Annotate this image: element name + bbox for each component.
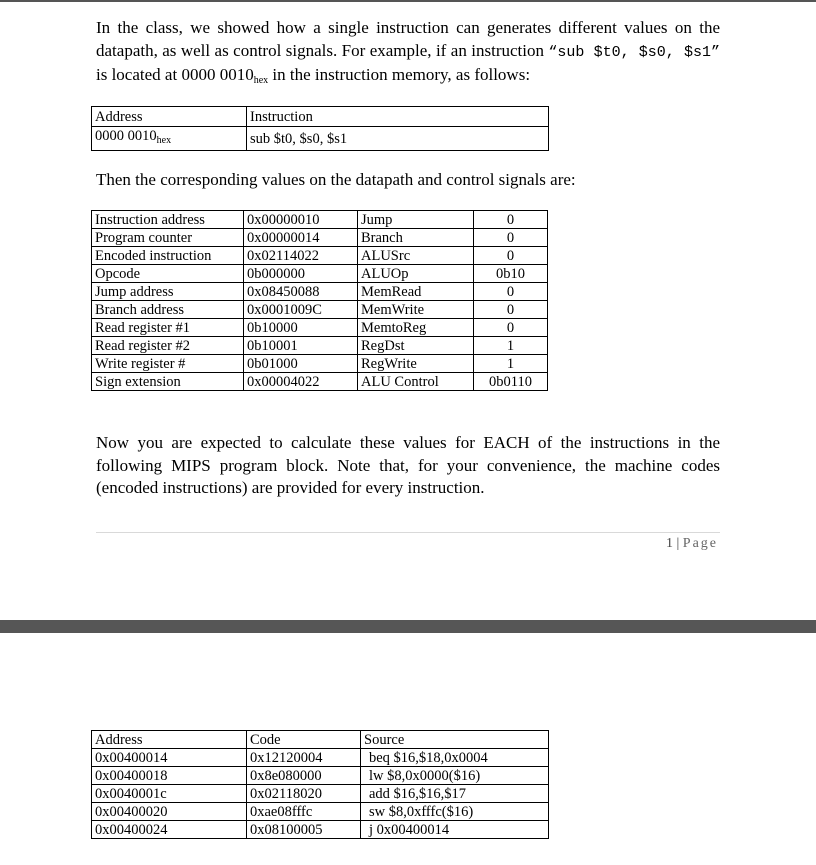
control-signal-name: ALU Control (358, 373, 474, 391)
table-row (92, 803, 549, 821)
intro-text-3: in the instruction memory, as follows: (268, 65, 531, 84)
datapath-label: Encoded instruction (92, 247, 244, 265)
datapath-label: Program counter (92, 229, 244, 247)
example-instruction: sub $t0, $s0, $s1 (247, 127, 549, 151)
datapath-value: 0b10001 (244, 337, 358, 355)
table-row (92, 247, 548, 265)
page-top-border (0, 0, 816, 2)
table-row (92, 821, 549, 839)
page-number-value: 1 (665, 536, 673, 551)
program-address: 0x00400018 (92, 767, 247, 785)
table-row (92, 283, 548, 301)
control-signal-value: 1 (474, 355, 548, 373)
table-row (92, 731, 549, 749)
control-signal-value: 0 (474, 247, 548, 265)
datapath-value: 0x08450088 (244, 283, 358, 301)
control-signal-value: 0b0110 (474, 373, 548, 391)
program-source: beq $16,$18,0x0004 (361, 749, 549, 767)
intro-paragraph (96, 17, 720, 93)
datapath-signals-table (91, 210, 548, 391)
table-row (92, 107, 549, 127)
datapath-label: Write register # (92, 355, 244, 373)
datapath-value: 0x00000014 (244, 229, 358, 247)
control-signal-value: 0 (474, 301, 548, 319)
table-row (92, 355, 548, 373)
control-signal-value: 0 (474, 283, 548, 301)
datapath-value: 0b01000 (244, 355, 358, 373)
control-signal-name: MemtoReg (358, 319, 474, 337)
control-signal-name: ALUSrc (358, 247, 474, 265)
table-row (92, 767, 549, 785)
datapath-value: 0x0001009C (244, 301, 358, 319)
program-code: 0x8e080000 (247, 767, 361, 785)
table-row (92, 229, 548, 247)
control-signal-value: 0 (474, 319, 548, 337)
header-instruction: Instruction (247, 107, 549, 127)
then-paragraph: Then the corresponding values on the datapath and control signals are: (96, 170, 576, 189)
datapath-value: 0x02114022 (244, 247, 358, 265)
datapath-value: 0b000000 (244, 265, 358, 283)
header-address: Address (92, 107, 247, 127)
table-row (92, 319, 548, 337)
program-source: lw $8,0x0000($16) (361, 767, 549, 785)
example-address-value: 0000 0010 (95, 128, 157, 144)
table-row (92, 749, 549, 767)
datapath-label: Instruction address (92, 211, 244, 229)
datapath-label: Opcode (92, 265, 244, 283)
header-address: Address (92, 731, 247, 749)
page-number-label: Page (682, 536, 718, 551)
program-address: 0x00400014 (92, 749, 247, 767)
control-signal-name: Branch (358, 229, 474, 247)
program-address: 0x00400020 (92, 803, 247, 821)
page-number-separator: | (672, 536, 683, 551)
program-code: 0x08100005 (247, 821, 361, 839)
intro-text-1: In the class, we showed how a single instruction can generates different values on the datapath, as well as control signals. For example, if an instruction (96, 18, 720, 60)
footer-rule (96, 532, 720, 533)
table-row (92, 211, 548, 229)
control-signal-name: Jump (358, 211, 474, 229)
program-address: 0x00400024 (92, 821, 247, 839)
program-code: 0xae08fffc (247, 803, 361, 821)
table-row (92, 785, 549, 803)
datapath-label: Sign extension (92, 373, 244, 391)
table-row (92, 301, 548, 319)
control-signal-name: RegWrite (358, 355, 474, 373)
mips-program-table (91, 730, 549, 839)
example-instruction-table (91, 106, 549, 151)
table-row (92, 373, 548, 391)
datapath-value: 0x00004022 (244, 373, 358, 391)
control-signal-name: RegDst (358, 337, 474, 355)
program-source: sw $8,0xfffc($16) (361, 803, 549, 821)
table-row (92, 265, 548, 283)
table-row (92, 127, 549, 151)
datapath-value: 0x00000010 (244, 211, 358, 229)
program-code: 0x12120004 (247, 749, 361, 767)
control-signal-value: 0 (474, 211, 548, 229)
datapath-value: 0b10000 (244, 319, 358, 337)
datapath-label: Branch address (92, 301, 244, 319)
table-row (92, 337, 548, 355)
control-signal-value: 0 (474, 229, 548, 247)
control-signal-name: MemWrite (358, 301, 474, 319)
program-source: j 0x00400014 (361, 821, 549, 839)
intro-hex-subscript: hex (253, 75, 269, 86)
header-source: Source (361, 731, 549, 749)
example-address-subscript: hex (156, 135, 172, 146)
control-signal-value: 0b10 (474, 265, 548, 283)
datapath-label: Read register #1 (92, 319, 244, 337)
control-signal-name: MemRead (358, 283, 474, 301)
header-code: Code (247, 731, 361, 749)
program-code: 0x02118020 (247, 785, 361, 803)
intro-code: “sub $t0, $s0, $s1” (548, 43, 720, 61)
now-paragraph: Now you are expected to calculate these values for EACH of the instructions in the following MIPS program block. Note that, for your convenience, the machine codes (encoded instructions) are provided for every instruction. (96, 433, 720, 497)
intro-text-2: is located at 0000 0010 (96, 65, 254, 84)
page-break-divider (0, 620, 816, 633)
program-source: add $16,$16,$17 (361, 785, 549, 803)
program-address: 0x0040001c (92, 785, 247, 803)
page-number (666, 536, 718, 552)
control-signal-value: 1 (474, 337, 548, 355)
datapath-label: Jump address (92, 283, 244, 301)
datapath-label: Read register #2 (92, 337, 244, 355)
example-address (92, 127, 247, 151)
control-signal-name: ALUOp (358, 265, 474, 283)
